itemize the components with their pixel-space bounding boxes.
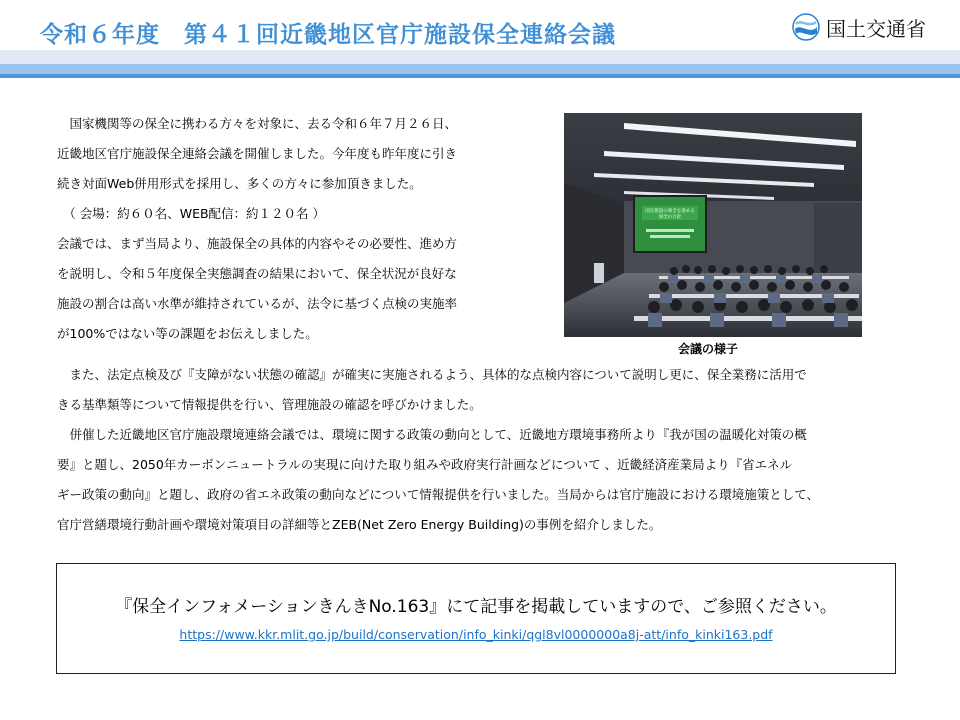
text-line: 併催した近畿地区官庁施設環境連絡会議では、環境に関する政策の動向として、近畿地方環境事務所より『我が国の温暖化対策の概 [57, 427, 807, 442]
page-header [0, 0, 960, 50]
text-line: 国家機関等の保全に携わる方々を対象に、去る令和６年７月２６日、 [57, 116, 458, 131]
text-line: また、法定点検及び『支障がない状態の確認』が確実に実施されるよう、具体的な点検内容について説明し更に、保全業務に活用で [57, 367, 807, 382]
pdf-link[interactable]: https://www.kkr.mlit.go.jp/build/conservation/info_kinki/qgl8vl0000000a8j-att/info_kinki163.pdf [179, 627, 773, 642]
page-title: 令和６年度 第４１回近畿地区官庁施設保全連絡会議 [40, 22, 616, 48]
intro-paragraph [57, 109, 457, 349]
text-line: が100%ではない等の課題をお伝えしました。 [57, 326, 318, 341]
text-line: を説明し、令和５年度保全実態調査の結果において、保全状況が良好な [57, 266, 457, 281]
text-line: 施設の割合は高い水準が維持されているが、法令に基づく点検の実施率 [57, 296, 458, 311]
notice-box [56, 563, 896, 674]
text-line: 要』と題し、2050年カーボンニュートラルの実現に向けた取り組みや政府実行計画などについて 、近畿経済産業局より『省エネル [57, 457, 793, 472]
header-band-light [0, 50, 960, 64]
header-band-dark [0, 74, 960, 78]
notice-text: 『保全インフォメーションきんきNo.163』にて記事を掲載していますので、ご参照ください。 [115, 597, 837, 617]
photo-caption: 会議の様子 [678, 342, 739, 356]
detail-paragraph [57, 360, 819, 540]
text-line: 官庁営繕環境行動計画や環境対策項目の詳細等とZEB(Net Zero Energy Building)の事例を紹介しました。 [57, 517, 662, 532]
screen-text-1: 国官施設の保全を進める [645, 209, 695, 214]
text-line: （ 会場：約６０名、WEB配信：約１２０名 ） [57, 206, 326, 221]
text-line: 近畿地区官庁施設保全連絡会議を開催しました。今年度も昨年度に引き [57, 146, 458, 161]
text-line: ギー政策の動向』と題し、政府の省エネ政策の動向などについて情報提供を行いました。当局からは官庁施設における環境施策として、 [57, 487, 820, 502]
mlit-logo [792, 10, 926, 44]
mlit-logo-icon [792, 13, 820, 41]
logo-text: 国土交通省 [826, 16, 926, 41]
text-line: 会議では、まず当局より、施設保全の具体的内容やその必要性、進め方 [57, 236, 458, 251]
text-line: きる基準類等について情報提供を行い、管理施設の確認を呼びかけました。 [57, 397, 482, 412]
header-band-mid [0, 64, 960, 74]
meeting-photo [564, 113, 862, 337]
text-line: 続き対面Web併用形式を採用し、多くの方々に参加頂きました。 [57, 176, 422, 191]
screen-text-2: 保全の方針 [658, 215, 682, 220]
